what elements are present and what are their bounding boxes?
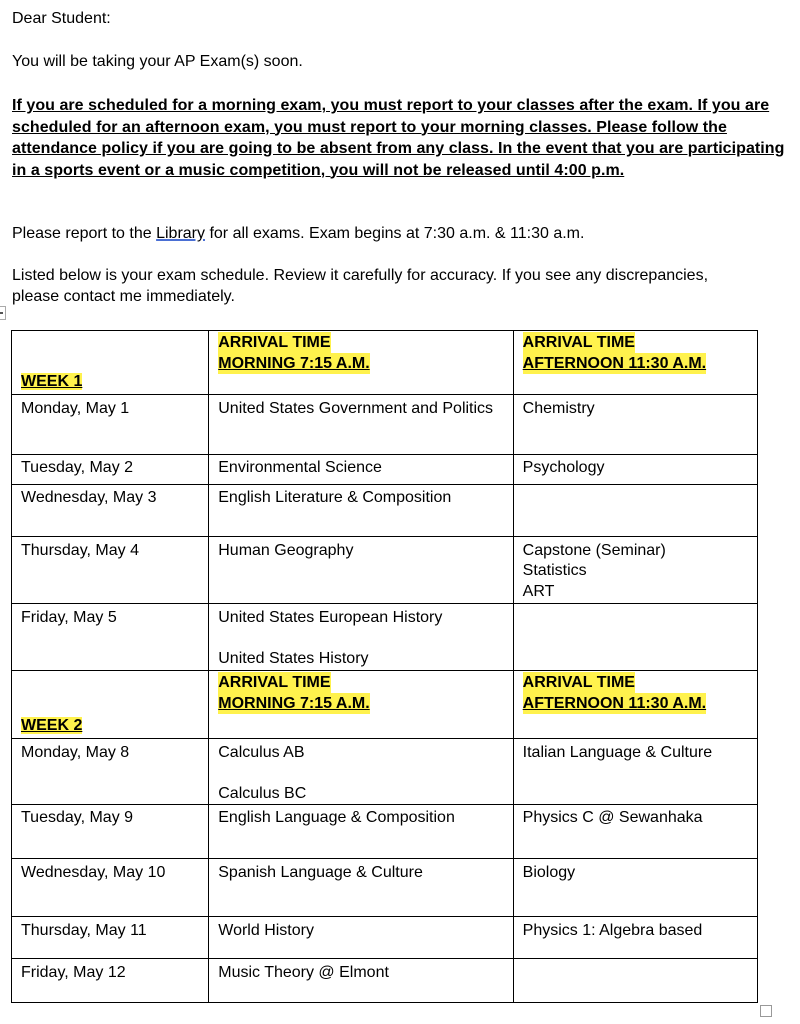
morning-exam-cell: Spanish Language & Culture (209, 859, 513, 917)
afternoon-exam-cell: Physics 1: Algebra based (513, 917, 757, 959)
morning-exam-cell: Environmental Science (209, 455, 513, 485)
afternoon-exam-cell (513, 537, 757, 604)
intro-text: You will be taking your AP Exam(s) soon. (12, 53, 303, 70)
location-text (12, 223, 584, 244)
morning-exam-line: Calculus BC (218, 785, 307, 802)
week2-afternoon-time: AFTERNOON 11:30 A.M. (522, 695, 707, 712)
day-cell: Tuesday, May 9 (12, 805, 209, 859)
day-cell: Monday, May 8 (12, 739, 209, 805)
afternoon-exam-cell: Physics C @ Sewanhaka (513, 805, 757, 859)
table-row (12, 959, 758, 1003)
schedule-instructions: Listed below is your exam schedule. Review it carefully for accuracy. If you see any discrepancies, please contact me immediately. (12, 267, 709, 305)
table-anchor-icon[interactable] (0, 306, 6, 320)
morning-exam-cell (209, 604, 513, 671)
exam-schedule-table (11, 330, 758, 1003)
week2-afternoon-header (513, 671, 757, 739)
table-row (12, 395, 758, 455)
afternoon-exam-cell (513, 604, 757, 671)
morning-exam-cell: World History (209, 917, 513, 959)
morning-exam-cell (209, 739, 513, 805)
morning-exam-line: United States European History (218, 609, 443, 626)
table-row (12, 604, 758, 671)
day-cell: Tuesday, May 2 (12, 455, 209, 485)
week2-label-cell (12, 671, 209, 739)
week2-label: WEEK 2 (21, 717, 83, 734)
morning-exam-cell: English Language & Composition (209, 805, 513, 859)
table-row (12, 455, 758, 485)
week2-morning-arrival: ARRIVAL TIME (218, 674, 331, 691)
attendance-policy: If you are scheduled for a morning exam, you must report to your classes after the exam. If you are scheduled for an afternoon exam, you must report to your morning classes. Please follow the attendance policy if you are going to be absent from any class. In the event that you are participating in a sports event or a music competition, you will not be released until 4:00 p.m. (12, 97, 785, 179)
table-row (12, 859, 758, 917)
afternoon-exam-cell: Italian Language & Culture (513, 739, 757, 805)
week2-morning-header (209, 671, 513, 739)
week2-header-row (12, 671, 758, 739)
week1-label-cell (12, 331, 209, 395)
week1-morning-header (209, 331, 513, 395)
week1-morning-arrival: ARRIVAL TIME (218, 334, 331, 351)
afternoon-exam-cell: Psychology (513, 455, 757, 485)
afternoon-exam-cell: Chemistry (513, 395, 757, 455)
afternoon-exam-line: Statistics (522, 562, 587, 579)
morning-exam-cell: United States Government and Politics (209, 395, 513, 455)
day-cell: Wednesday, May 3 (12, 485, 209, 537)
table-resize-handle[interactable] (760, 1005, 772, 1017)
afternoon-exam-cell (513, 485, 757, 537)
week1-morning-time: MORNING 7:15 A.M. (218, 355, 370, 372)
afternoon-exam-line: Capstone (Seminar) (522, 542, 666, 559)
day-cell: Friday, May 5 (12, 604, 209, 671)
day-cell: Thursday, May 4 (12, 537, 209, 604)
table-row (12, 805, 758, 859)
morning-exam-cell: English Literature & Composition (209, 485, 513, 537)
day-cell: Monday, May 1 (12, 395, 209, 455)
morning-exam-line: United States History (218, 650, 369, 667)
greeting: Dear Student: (12, 10, 111, 27)
morning-exam-cell: Music Theory @ Elmont (209, 959, 513, 1003)
location-text-after: for all exams. Exam begins at 7:30 a.m. & 11:30 a.m. (205, 225, 585, 242)
week2-afternoon-arrival: ARRIVAL TIME (522, 674, 635, 691)
location-text-before: Please report to the (12, 225, 157, 242)
afternoon-exam-cell (513, 959, 757, 1003)
morning-exam-cell: Human Geography (209, 537, 513, 604)
week2-morning-time: MORNING 7:15 A.M. (218, 695, 370, 712)
week1-label: WEEK 1 (21, 373, 83, 390)
library-link[interactable]: Library (156, 225, 205, 242)
week1-afternoon-header (513, 331, 757, 395)
afternoon-exam-cell: Biology (513, 859, 757, 917)
morning-exam-line: Calculus AB (218, 744, 305, 761)
afternoon-exam-line: ART (522, 583, 555, 600)
table-row (12, 739, 758, 805)
week1-afternoon-time: AFTERNOON 11:30 A.M. (522, 355, 707, 372)
table-row (12, 537, 758, 604)
week1-afternoon-arrival: ARRIVAL TIME (522, 334, 635, 351)
day-cell: Wednesday, May 10 (12, 859, 209, 917)
table-row (12, 917, 758, 959)
week1-header-row (12, 331, 758, 395)
day-cell: Friday, May 12 (12, 959, 209, 1003)
table-row (12, 485, 758, 537)
day-cell: Thursday, May 11 (12, 917, 209, 959)
